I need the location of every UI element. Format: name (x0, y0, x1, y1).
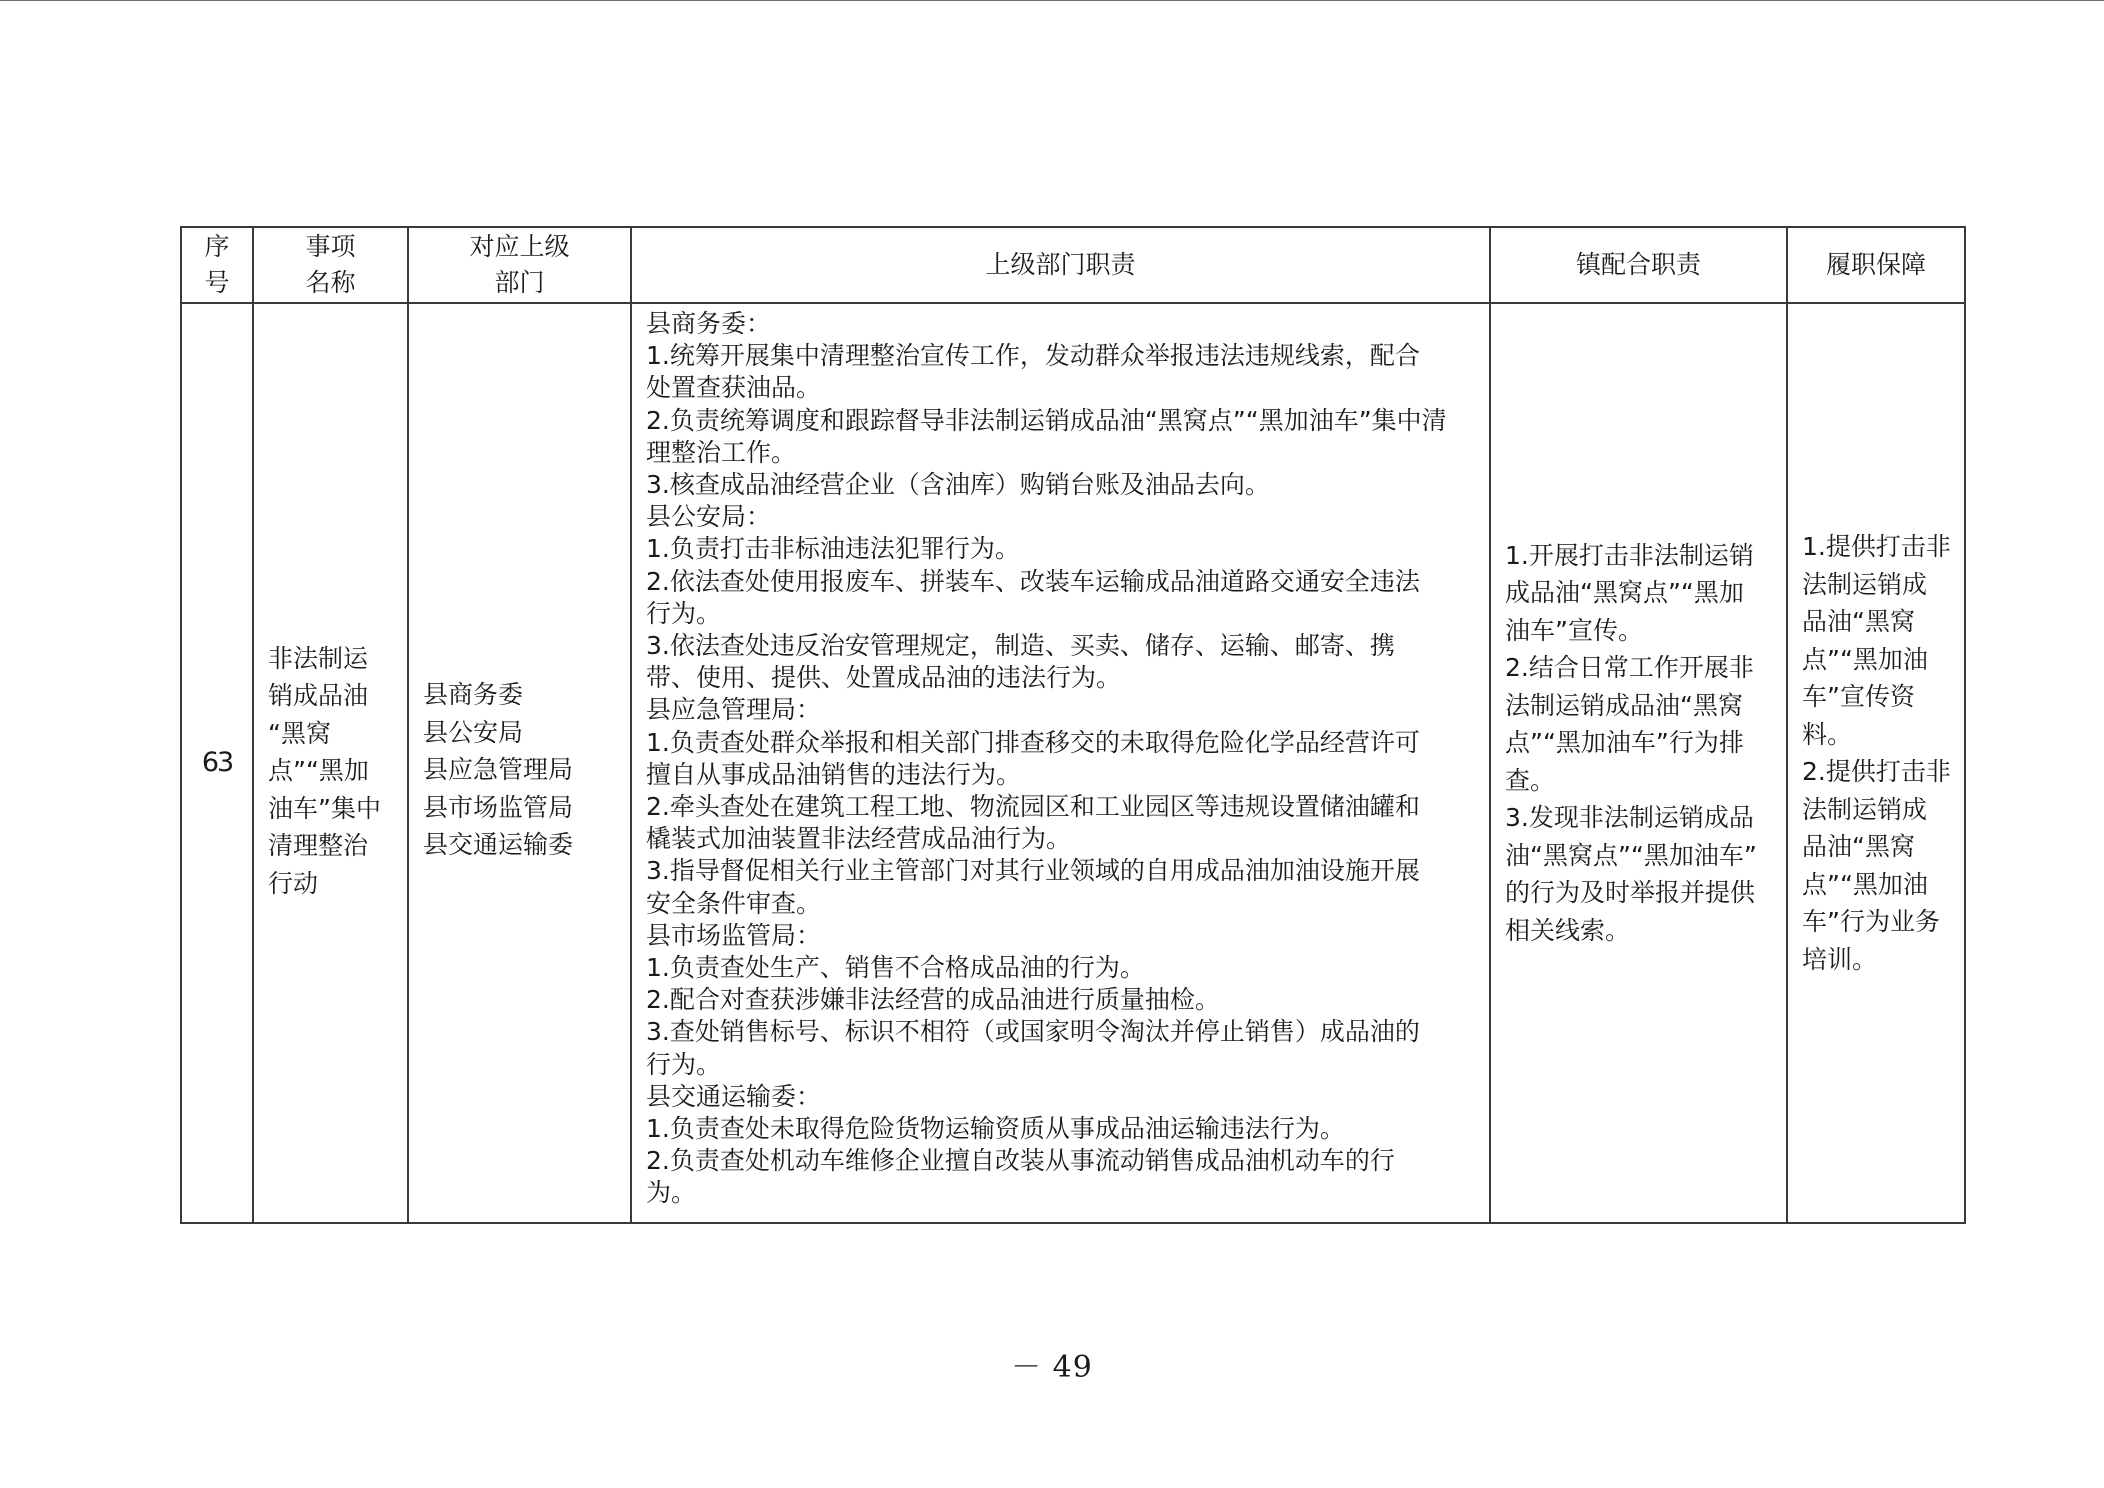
header-town-duties: 镇配合职责 (1575, 250, 1701, 279)
header-superior-duties: 上级部门职责 (985, 250, 1136, 279)
row-superior-dept: 县商务委 县公安局 县应急管理局 县市场监管局 县交通运输委 (423, 680, 574, 860)
header-superior-dept: 对应上级 部门 (469, 232, 570, 297)
row-guarantee: 1.提供打击非 法制运销成 品油“黑窝 点”“黑加油 车”宣传资 料。 2.提供打击非 法制运销成 品油“黑窝 点”“黑加油 车”行为业务 培训。 (1802, 532, 1951, 974)
header-seq: 序 号 (204, 232, 230, 297)
row-superior-duties: 县商务委： 1.统筹开展集中清理整治宣传工作，发动群众举报违法违规线索，配合 处置查获油品。 2.负责统筹调度和跟踪督导非法制运销成品油“黑窝点”“黑加油车”集中清 理整治工作。 3.核查成品油经营企业（含油库）购销台账及油品去向。 县公安局： 1.负责打击非标油违法犯罪行为。 2.依法查处使用报废车、拼装车、改装车运输成品油道路交通安全违法 行为。 3.依法查处违反治安管理规定，制造、买卖、储存、运输、邮寄、携 带、使用、提供、处置成品油的违法行为。 县应急管理局： 1.负责查处群众举报和相关部门排查移交的未取得危险化学品经营许可 擅自从事成品油销售的违法行为。 2.牵头查处在建筑工程工地、物流园区和工业园区等违规设置储油罐和 橇装式加油装置非法经营成品油行为。 3.指导督促相关行业主管部门对其行业领域的自用成品油加油设施开展 安全条件审查。 县市场监管局： 1.负责查处生产、销售不合格成品油的行为。 2.配合对查获涉嫌非法经营的成品油进行质量抽检。 3.查处销售标号、标识不相符（或国家明令淘汰并停止销售）成品油的 行为。 县交通运输委： 1.负责查处未取得危险货物运输资质从事成品油运输违法行为。 2.负责查处机动车维修企业擅自改装从事流动销售成品油机动车的行 为。 (646, 309, 1447, 1208)
row-item-name-cell (254, 304, 407, 1222)
row-item-name: 非法制运 销成品油 “黑窝 点”“黑加 油车”集中 清理整治 行动 (268, 643, 381, 898)
header-item-name: 事项 名称 (305, 232, 356, 297)
table-row (182, 304, 252, 1222)
row-guarantee-cell (1788, 304, 1964, 1222)
duties-table (180, 226, 1966, 1224)
top-border-line (0, 0, 2104, 1)
row-town-duties: 1.开展打击非法制运销 成品油“黑窝点”“黑加 油车”宣传。 2.结合日常工作开展非 法制运销成品油“黑窝 点”“黑加油车”行为排 查。 3.发现非法制运销成品 油“黑窝点”“黑加油车” 的行为及时举报并提供 相关线索。 (1505, 540, 1757, 945)
row-superior-duties-cell (632, 308, 1489, 1222)
row-town-duties-cell (1491, 304, 1786, 1222)
page-number: － 49 (1011, 1350, 1093, 1385)
row-seq-number: 63 (201, 746, 233, 778)
header-guarantee: 履职保障 (1825, 250, 1926, 279)
row-superior-dept-cell (409, 304, 630, 1222)
